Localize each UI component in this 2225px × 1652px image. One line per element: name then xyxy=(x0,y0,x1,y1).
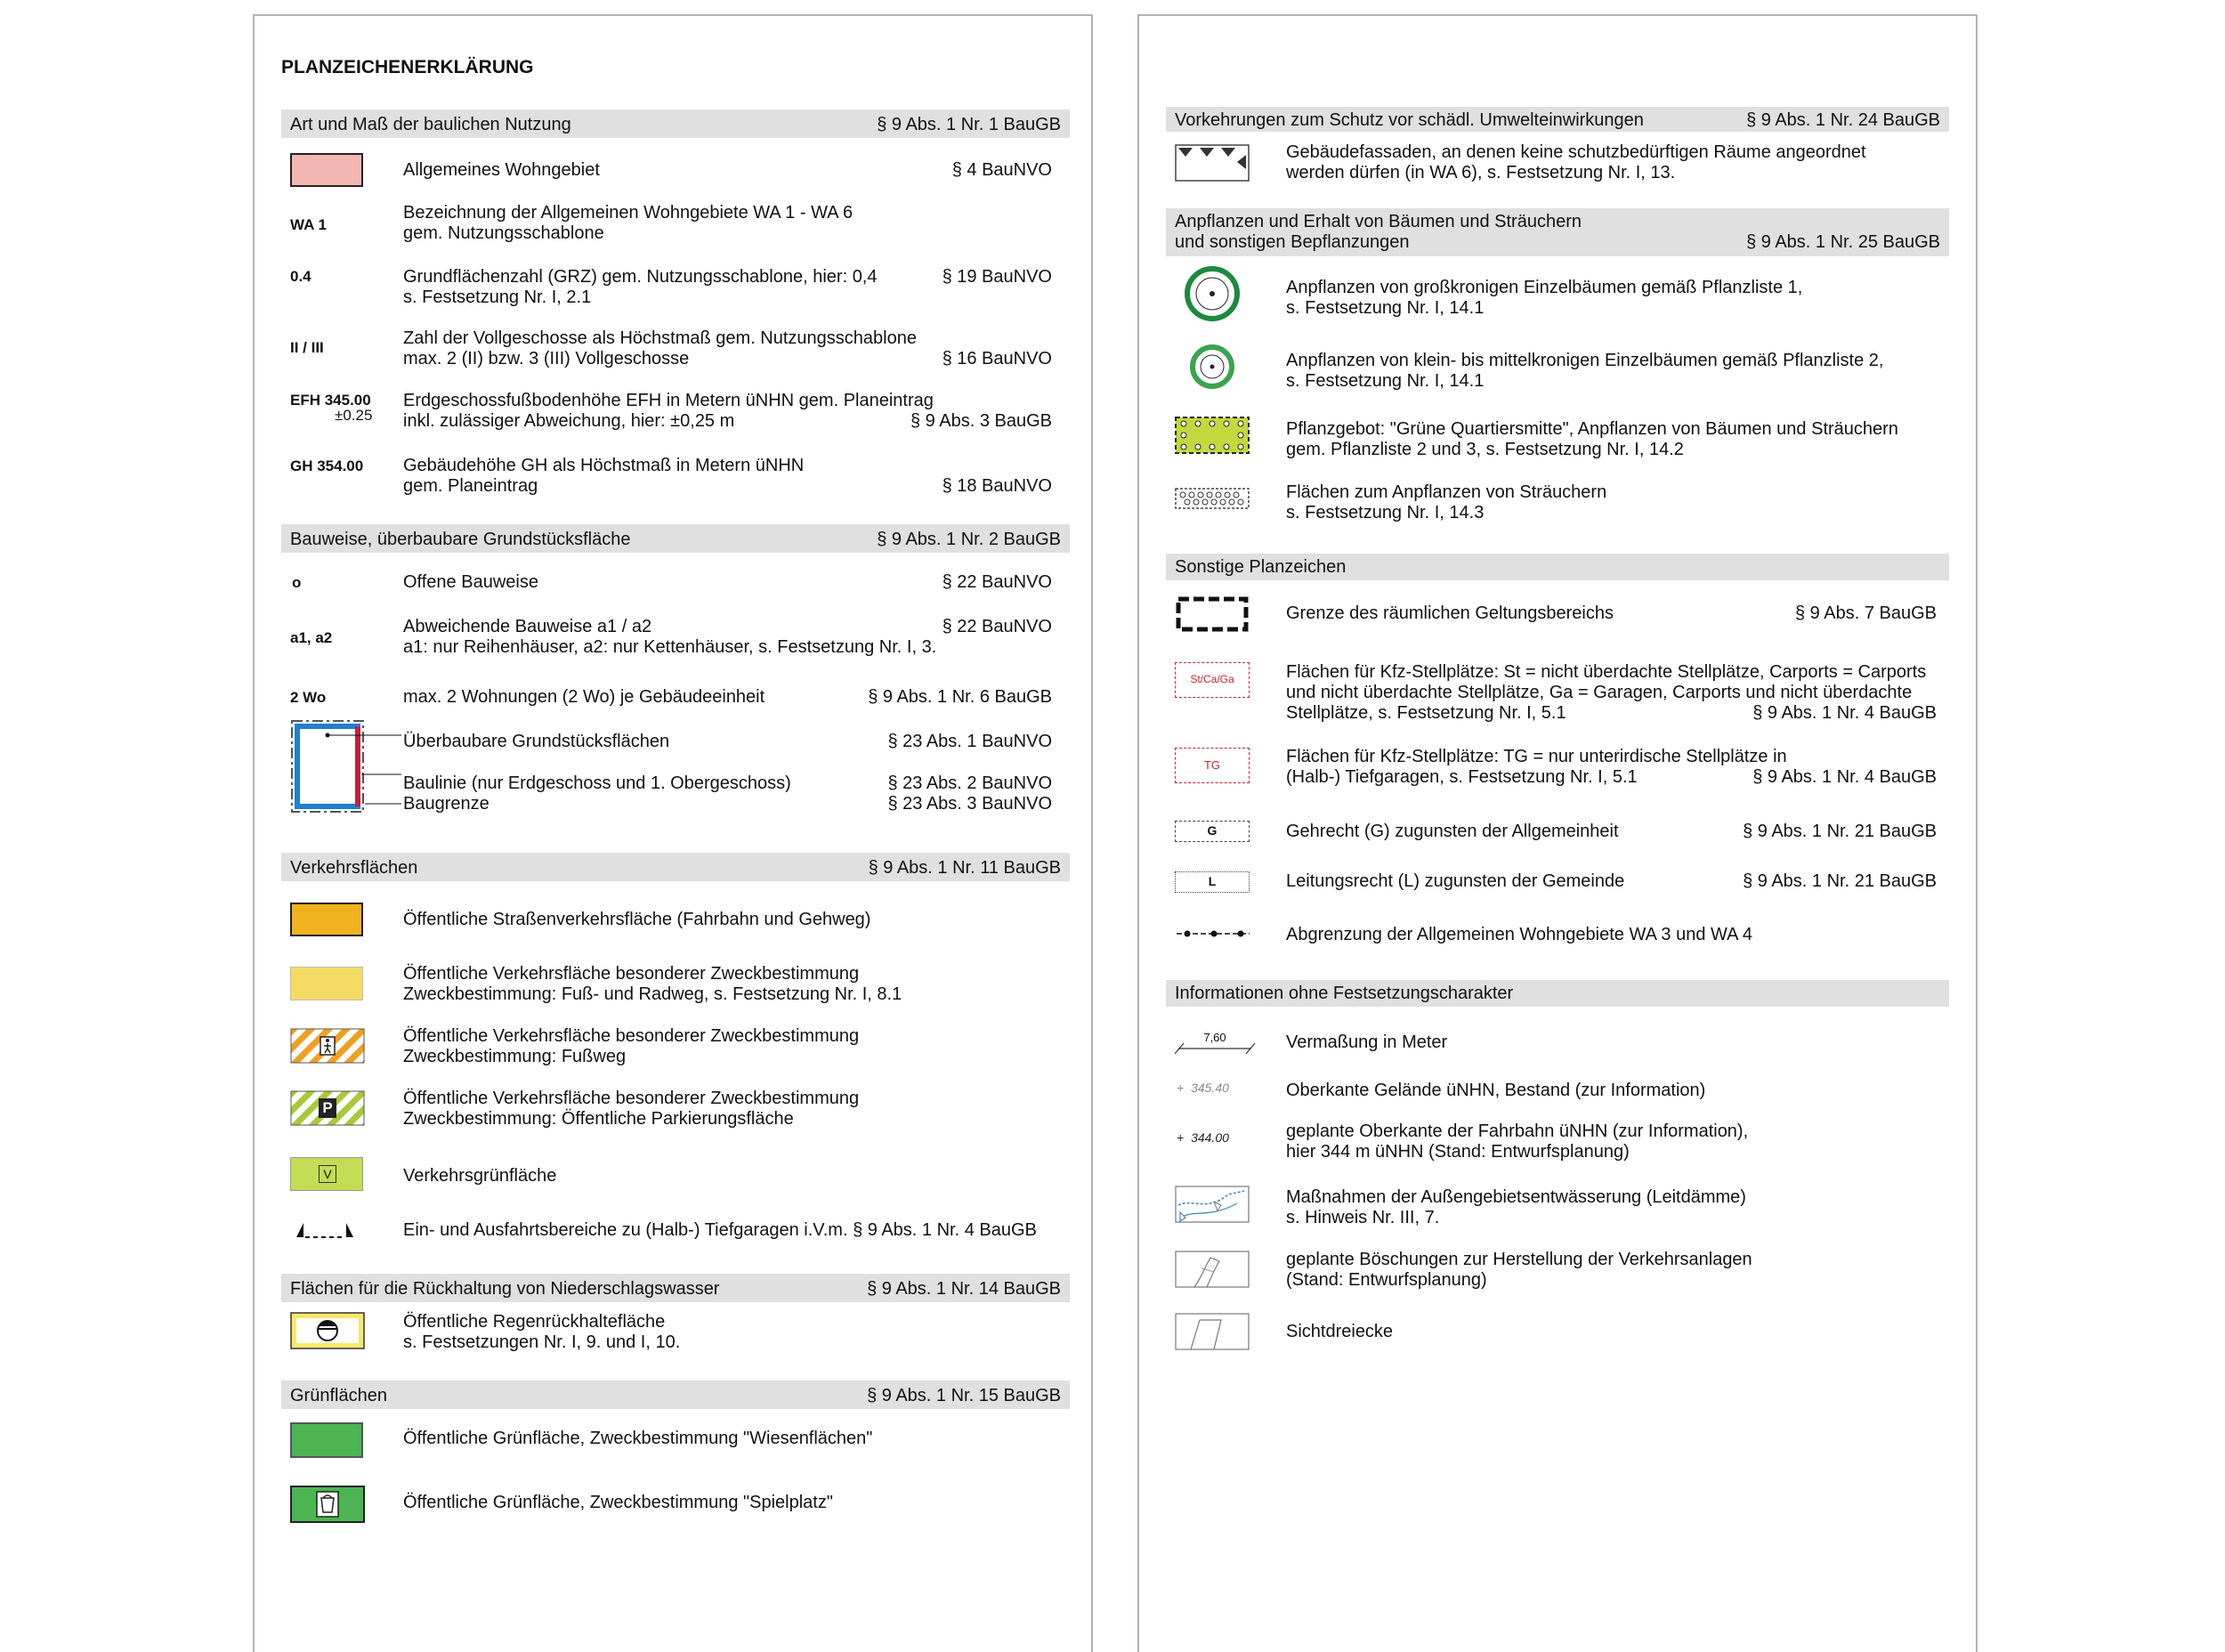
section-ref: § 9 Abs. 1 Nr. 15 BauGB xyxy=(867,1386,1061,1405)
baum-grosskronig-icon xyxy=(1184,265,1241,322)
efh-tolerance: ±0.25 xyxy=(335,407,373,424)
section-label: Informationen ohne Festsetzungscharakter xyxy=(1175,984,1514,1003)
stellplatz-desc-1: Flächen für Kfz-Stellplätze: St = nicht überdachte Stellplätze, Carports = Carports xyxy=(1286,662,1927,682)
tiefgarage-icon xyxy=(1175,748,1250,783)
fassade-schutz-icon xyxy=(1175,144,1251,185)
sichtdreiecke-icon xyxy=(1175,1313,1251,1352)
gh-ref: § 18 BauNVO xyxy=(942,476,1052,496)
section-ref: § 9 Abs. 1 Nr. 25 BauGB xyxy=(1746,232,1940,252)
section-header-informationen xyxy=(1166,980,1949,1007)
spielplatz-desc: Öffentliche Grünfläche, Zweckbestimmung "Spielplatz" xyxy=(403,1493,833,1512)
vollgeschosse-ref: § 16 BauNVO xyxy=(942,349,1052,368)
section-header-verkehr xyxy=(281,853,1070,881)
tiefgarage-sym-label: TG xyxy=(1203,758,1221,772)
efh-code: EFH 345.00 xyxy=(290,392,371,409)
pflanzgebot-swatch xyxy=(1175,417,1251,456)
parking-icon: P xyxy=(322,1099,333,1116)
grz-desc-2: s. Festsetzung Nr. I, 2.1 xyxy=(403,287,592,307)
wiese-desc: Öffentliche Grünfläche, Zweckbestimmung "Wiesenflächen" xyxy=(403,1429,873,1448)
abweichend-desc-2: a1: nur Reihenhäuser, a2: nur Kettenhäuser, s. Festsetzung Nr. I, 3. xyxy=(403,637,937,657)
wa1-code: WA 1 xyxy=(290,216,327,233)
fahrbahn-desc-2: hier 344 m üNHN (Stand: Entwurfsplanung) xyxy=(1286,1142,1630,1162)
wohnungen-code: 2 Wo xyxy=(290,689,327,706)
section-label: Grünflächen xyxy=(290,1386,387,1405)
section-ref: § 9 Abs. 1 Nr. 24 BauGB xyxy=(1746,110,1940,130)
fahrbahn-sym-label: 344.00 xyxy=(1191,1130,1229,1145)
verkehrsgruen-letter-icon: V xyxy=(319,1165,336,1183)
baum-klein-desc-2: s. Festsetzung Nr. I, 14.1 xyxy=(1286,371,1485,391)
tiefgarage-einfahrt-desc: Ein- und Ausfahrtsbereiche zu (Halb-) Tiefgaragen i.V.m. § 9 Abs. 1 Nr. 4 BauGB xyxy=(403,1220,1037,1240)
page-title: PLANZEICHENERKLÄRUNG xyxy=(281,57,534,77)
offen-ref: § 22 BauNVO xyxy=(942,572,1052,592)
stellplatz-ref: § 9 Abs. 1 Nr. 4 BauGB xyxy=(1752,703,1937,723)
regenrueckhalte-desc-1: Öffentliche Regenrückhaltefläche xyxy=(403,1312,666,1332)
baugrenze-desc: Baugrenze xyxy=(403,794,490,814)
fuss-rad-desc-1: Öffentliche Verkehrsfläche besonderer Zweckbestimmung xyxy=(403,964,860,984)
aussengebiet-desc-1: Maßnahmen der Außengebietsentwässerung (Leitdämme) xyxy=(1286,1187,1746,1207)
geltungsbereich-desc: Grenze des räumlichen Geltungsbereichs xyxy=(1286,603,1614,623)
fuss-rad-desc-2: Zweckbestimmung: Fuß- und Radweg, s. Festsetzung Nr. I, 8.1 xyxy=(403,984,902,1004)
baum-klein-desc-1: Anpflanzen von klein- bis mittelkronigen Einzelbäumen gemäß Pflanzliste 2, xyxy=(1286,351,1884,370)
vermassung-sym-label: 7,60 xyxy=(1203,1031,1226,1044)
gh-desc-2: gem. Planeintrag xyxy=(403,476,538,496)
leitungsrecht-sym-label: L xyxy=(1204,873,1220,889)
vollgeschosse-desc-1: Zahl der Vollgeschosse als Höchstmaß gem. Nutzungsschablone xyxy=(403,328,917,348)
gehrecht-sym-label: G xyxy=(1204,822,1220,838)
abgrenzung-desc: Abgrenzung der Allgemeinen Wohngebiete WA 3 und WA 4 xyxy=(1286,925,1753,944)
abweichend-ref: § 22 BauNVO xyxy=(942,617,1052,636)
fahrbahn-hoehe-icon xyxy=(1177,1130,1257,1148)
stellplatz-desc-3: Stellplätze, s. Festsetzung Nr. I, 5.1 xyxy=(1286,703,1566,723)
section-header-gruenflaechen xyxy=(281,1381,1070,1409)
wa-desc: Allgemeines Wohngebiet xyxy=(403,160,600,180)
wa-ref: § 4 BauNVO xyxy=(951,160,1052,180)
fussweg-desc-1: Öffentliche Verkehrsfläche besonderer Zweckbestimmung xyxy=(403,1026,860,1046)
fussweg-desc-2: Zweckbestimmung: Fußweg xyxy=(403,1047,627,1066)
section-header-anpflanzen xyxy=(1166,208,1949,256)
grz-desc-1: Grundflächenzahl (GRZ) gem. Nutzungsschablone, hier: 0,4 xyxy=(403,267,878,287)
section-label-2: und sonstigen Bepflanzungen xyxy=(1175,232,1410,252)
plus-icon: + xyxy=(1177,1081,1185,1095)
straeucher-desc-2: s. Festsetzung Nr. I, 14.3 xyxy=(1286,503,1485,522)
parken-swatch xyxy=(290,1090,365,1126)
abweichend-desc-1: Abweichende Bauweise a1 / a2 xyxy=(403,617,652,636)
section-label: Sonstige Planzeichen xyxy=(1175,557,1347,577)
parken-desc-1: Öffentliche Verkehrsfläche besonderer Zweckbestimmung xyxy=(403,1089,860,1108)
gh-code: GH 354.00 xyxy=(290,458,364,474)
fussweg-hatch-swatch xyxy=(290,1028,365,1064)
wiese-swatch xyxy=(290,1422,363,1458)
boeschung-desc-1: geplante Böschungen zur Herstellung der Verkehrsanlagen xyxy=(1286,1250,1752,1269)
section-label: Verkehrsflächen xyxy=(290,858,418,878)
straeucher-swatch xyxy=(1175,488,1251,511)
regenrueckhalte-swatch xyxy=(290,1312,365,1349)
wa1-desc-2: gem. Nutzungsschablone xyxy=(403,223,604,243)
stellplatz-desc-2: und nicht überdachte Stellplätze, Ga = Garagen, Carports und nicht überdachte xyxy=(1286,683,1913,702)
plus-icon: + xyxy=(1177,1130,1185,1145)
abgrenzung-icon xyxy=(1175,927,1251,940)
tiefgarage-desc-2: (Halb-) Tiefgaragen, s. Festsetzung Nr. I, 5.1 xyxy=(1286,767,1638,787)
section-label: Flächen für die Rückhaltung von Niederschlagswasser xyxy=(290,1279,720,1299)
fassade-desc-1: Gebäudefassaden, an denen keine schutzbedürftigen Räume angeordnet xyxy=(1286,142,1866,162)
section-ref: § 9 Abs. 1 Nr. 1 BauGB xyxy=(877,115,1061,134)
section-label-1: Anpflanzen und Erhalt von Bäumen und Sträuchern xyxy=(1175,212,1582,231)
baum-gross-desc-1: Anpflanzen von großkronigen Einzelbäumen gemäß Pflanzliste 1, xyxy=(1286,278,1803,297)
gh-desc-1: Gebäudehöhe GH als Höchstmaß in Metern üNHN xyxy=(403,456,805,475)
baum-kleinkronig-icon xyxy=(1189,344,1235,390)
efh-desc-1: Erdgeschossfußbodenhöhe EFH in Metern üNHN gem. Planeintrag xyxy=(403,391,934,410)
section-label: Art und Maß der baulichen Nutzung xyxy=(290,115,571,134)
baugrenze-ref: § 23 Abs. 3 BauNVO xyxy=(887,794,1052,814)
geltungsbereich-ref: § 9 Abs. 7 BauGB xyxy=(1795,603,1937,623)
section-header-art-mass xyxy=(281,109,1070,138)
leitungsrecht-desc: Leitungsrecht (L) zugunsten der Gemeinde xyxy=(1286,871,1625,891)
ueberbaubar-ref: § 23 Abs. 1 BauNVO xyxy=(887,732,1052,751)
vollgeschosse-desc-2: max. 2 (II) bzw. 3 (III) Vollgeschosse xyxy=(403,349,690,368)
sichtdreiecke-desc: Sichtdreiecke xyxy=(1286,1322,1394,1341)
left-legend-panel xyxy=(253,14,1093,1652)
vollgeschosse-code: II / III xyxy=(290,339,324,356)
tiefgarage-einfahrt-icon xyxy=(295,1219,357,1241)
gelaende-desc: Oberkante Gelände üNHN, Bestand (zur Information) xyxy=(1286,1081,1706,1100)
parken-desc-2: Zweckbestimmung: Öffentliche Parkierungsfläche xyxy=(403,1109,794,1129)
wohnungen-desc: max. 2 Wohnungen (2 Wo) je Gebäudeeinheit xyxy=(403,687,765,707)
vermassung-icon xyxy=(1175,1031,1255,1057)
section-ref: § 9 Abs. 1 Nr. 2 BauGB xyxy=(877,530,1061,549)
section-header-bauweise xyxy=(281,524,1070,553)
vermassung-desc: Vermaßung in Meter xyxy=(1286,1032,1448,1052)
abweichend-code: a1, a2 xyxy=(290,629,333,646)
straeucher-desc-1: Flächen zum Anpflanzen von Sträuchern xyxy=(1286,482,1607,502)
gehrecht-icon xyxy=(1175,821,1250,842)
geltungsbereich-icon xyxy=(1175,595,1251,633)
offen-code: o xyxy=(292,574,302,591)
offen-desc: Offene Bauweise xyxy=(403,572,538,592)
ueberbaubar-desc: Überbaubare Grundstücksflächen xyxy=(403,732,670,751)
strasse-desc: Öffentliche Straßenverkehrsfläche (Fahrbahn und Gehweg) xyxy=(403,910,871,929)
regenrueckhalte-desc-2: s. Festsetzungen Nr. I, 9. und I, 10. xyxy=(403,1332,681,1352)
fuss-rad-swatch xyxy=(290,967,363,1000)
baugrenze-baulinie-icon xyxy=(290,719,406,817)
pflanzgebot-desc-2: gem. Pflanzliste 2 und 3, s. Festsetzung Nr. I, 14.2 xyxy=(1286,440,1684,459)
section-header-sonstige xyxy=(1166,554,1949,580)
section-label: Vorkehrungen zum Schutz vor schädl. Umwelteinwirkungen xyxy=(1175,110,1644,130)
section-ref: § 9 Abs. 1 Nr. 14 BauGB xyxy=(867,1279,1061,1299)
boeschung-desc-2: (Stand: Entwurfsplanung) xyxy=(1286,1270,1487,1290)
spielplatz-swatch xyxy=(290,1486,365,1523)
fahrbahn-desc-1: geplante Oberkante der Fahrbahn üNHN (zur Information), xyxy=(1286,1122,1749,1141)
grz-ref: § 19 BauNVO xyxy=(942,267,1052,287)
gehrecht-desc: Gehrecht (G) zugunsten der Allgemeinheit xyxy=(1286,822,1619,841)
aussengebiet-desc-2: s. Hinweis Nr. III, 7. xyxy=(1286,1208,1440,1227)
wa1-desc-1: Bezeichnung der Allgemeinen Wohngebiete WA 1 - WA 6 xyxy=(403,203,854,223)
stellplatz-sym-label: St/Ca/Ga xyxy=(1190,673,1234,685)
baulinie-ref: § 23 Abs. 2 BauNVO xyxy=(887,773,1052,793)
verkehrsgruen-swatch xyxy=(290,1157,363,1191)
efh-desc-2: inkl. zulässiger Abweichung, hier: ±0,25 m xyxy=(403,411,735,431)
gehrecht-ref: § 9 Abs. 1 Nr. 21 BauGB xyxy=(1743,822,1937,841)
baum-gross-desc-2: s. Festsetzung Nr. I, 14.1 xyxy=(1286,298,1485,318)
boeschung-icon xyxy=(1175,1251,1251,1290)
baulinie-desc: Baulinie (nur Erdgeschoss und 1. Obergeschoss) xyxy=(403,773,791,793)
tiefgarage-ref: § 9 Abs. 1 Nr. 4 BauGB xyxy=(1752,767,1937,787)
gelaende-sym-label: 345.40 xyxy=(1191,1081,1229,1095)
strasse-swatch xyxy=(290,903,363,936)
section-label: Bauweise, überbaubare Grundstücksfläche xyxy=(290,530,631,549)
wohngebiet-swatch xyxy=(290,153,363,187)
wohnungen-ref: § 9 Abs. 1 Nr. 6 BauGB xyxy=(868,687,1052,707)
stellplatz-icon xyxy=(1175,662,1250,698)
gelaende-icon xyxy=(1177,1081,1257,1098)
right-legend-panel xyxy=(1137,14,1978,1652)
fassade-desc-2: werden dürfen (in WA 6), s. Festsetzung Nr. I, 13. xyxy=(1286,163,1676,182)
leitungsrecht-ref: § 9 Abs. 1 Nr. 21 BauGB xyxy=(1743,871,1937,891)
grz-code: 0.4 xyxy=(290,268,312,285)
verkehrsgruen-desc: Verkehrsgrünfläche xyxy=(403,1166,557,1186)
section-ref: § 9 Abs. 1 Nr. 11 BauGB xyxy=(868,858,1061,878)
efh-ref: § 9 Abs. 3 BauGB xyxy=(910,411,1052,431)
aussengebiet-icon xyxy=(1175,1186,1251,1225)
section-header-regenrueckhaltung xyxy=(281,1274,1070,1302)
section-header-umweltschutz xyxy=(1166,107,1949,132)
leitungsrecht-icon xyxy=(1175,871,1250,893)
tiefgarage-desc-1: Flächen für Kfz-Stellplätze: TG = nur unterirdische Stellplätze in xyxy=(1286,747,1787,766)
pflanzgebot-desc-1: Pflanzgebot: "Grüne Quartiersmitte", Anpflanzen von Bäumen und Sträuchern xyxy=(1286,419,1898,439)
